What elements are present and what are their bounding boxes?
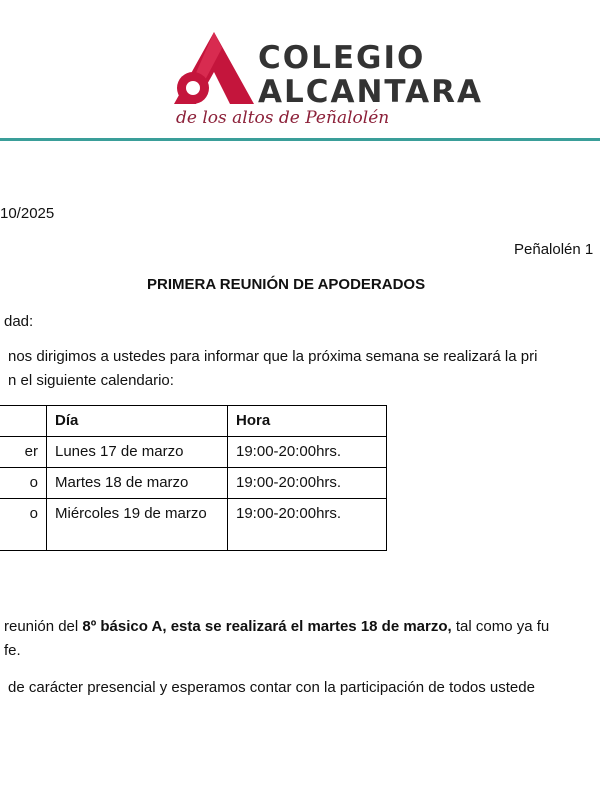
meeting-schedule-table — [0, 405, 387, 551]
table-row — [0, 499, 387, 551]
table-cell: 19:00-20:00hrs. — [228, 468, 387, 499]
reference-date: 10/2025 — [0, 205, 55, 222]
note-prefix: reunión del — [4, 618, 83, 635]
note-bold-text: 8º básico A, esta se realizará el martes 18 de marzo, — [82, 618, 452, 635]
letterhead — [0, 0, 600, 145]
table-header-cell: Día — [47, 406, 228, 437]
intro-line-1: nos dirigimos a ustedes para informar que la próxima semana se realizará la pri — [8, 348, 538, 365]
salutation: dad: — [4, 313, 34, 330]
logo-text-alcantara: ALCANTARA — [258, 74, 484, 110]
table-row — [0, 468, 387, 499]
table-cell: 19:00-20:00hrs. — [228, 499, 387, 551]
table-cell: Martes 18 de marzo — [47, 468, 228, 499]
logo-text-colegio: COLEGIO — [258, 40, 426, 76]
table-cell: Lunes 17 de marzo — [47, 437, 228, 468]
school-logo-icon — [172, 30, 254, 106]
note-line-1 — [4, 616, 549, 638]
table-cell: o — [0, 468, 47, 499]
closing-line: de carácter presencial y esperamos contar con la participación de todos ustede — [8, 679, 535, 696]
table-header-cell — [0, 406, 47, 437]
note-suffix: tal como ya fu — [451, 618, 550, 635]
letter-title: PRIMERA REUNIÓN DE APODERADOS — [147, 276, 426, 293]
intro-line-2: n el siguiente calendario: — [8, 372, 174, 389]
table-header-row — [0, 406, 387, 437]
table-row — [0, 437, 387, 468]
table-cell: er — [0, 437, 47, 468]
note-line-2: fe. — [4, 642, 21, 659]
table-cell: Miércoles 19 de marzo — [47, 499, 228, 551]
table-cell: o — [0, 499, 47, 551]
table-header-cell: Hora — [228, 406, 387, 437]
place-date: Peñalolén 1 — [514, 241, 594, 258]
logo-tagline: de los altos de Peñalolén — [176, 108, 390, 128]
table-cell: 19:00-20:00hrs. — [228, 437, 387, 468]
header-divider — [0, 138, 600, 141]
